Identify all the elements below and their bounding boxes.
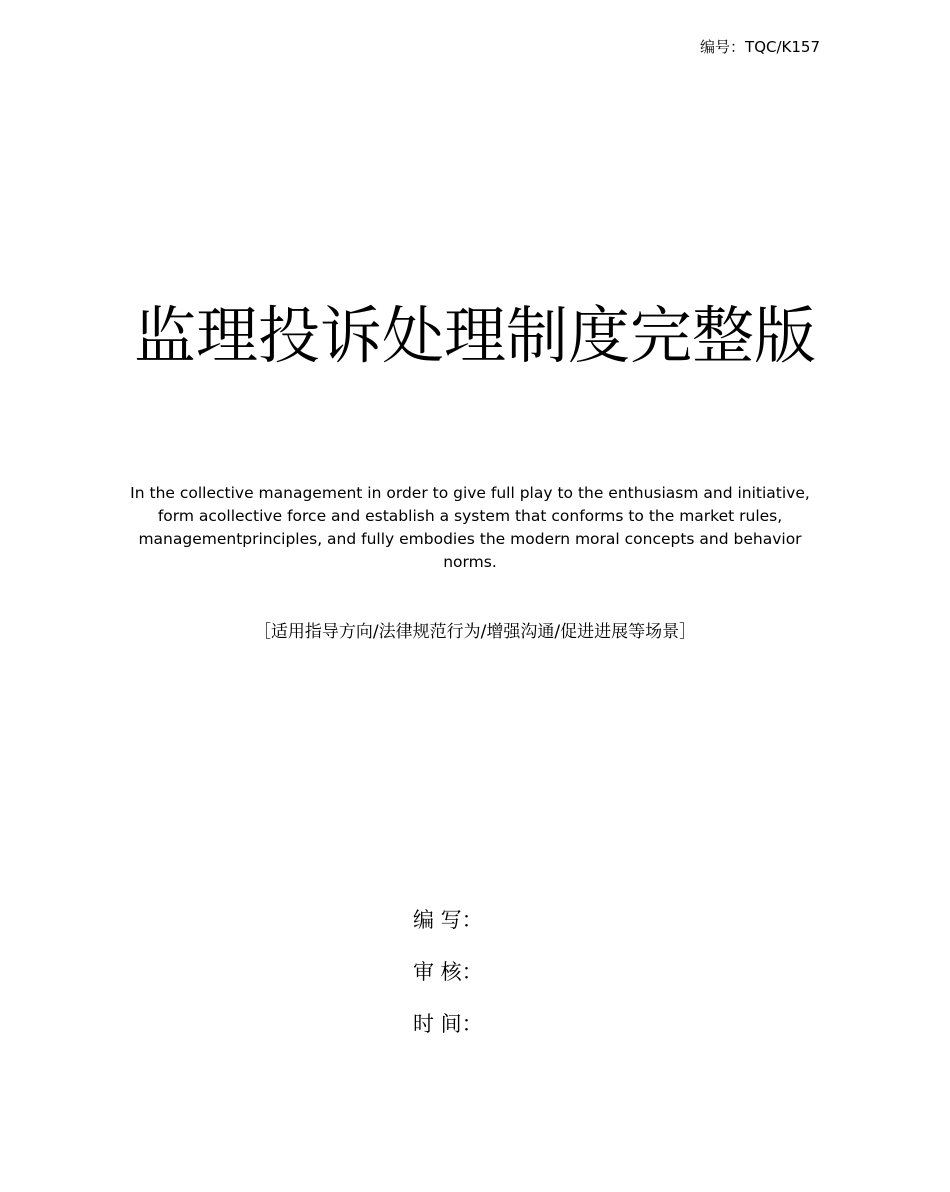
document-title: 监理投诉处理制度完整版: [133, 299, 816, 372]
reviewer-label: 审 核：: [413, 960, 483, 984]
author-label: 编 写：: [413, 908, 483, 932]
document-scope: ［适用指导方向/法律规范行为/增强沟通/促进进展等场景］: [253, 622, 697, 642]
date-label: 时 间：: [413, 1012, 483, 1036]
document-code: 编号：TQC/K157: [700, 38, 820, 56]
signoff-block: [413, 902, 483, 1058]
document-abstract: In the collective management in order to give full play to the enthusiasm and initiative, form acollective force and establish a system that conforms to the market rules, managementprinciples, and fully embodies the modern moral concepts and behavior norms.: [130, 484, 810, 571]
